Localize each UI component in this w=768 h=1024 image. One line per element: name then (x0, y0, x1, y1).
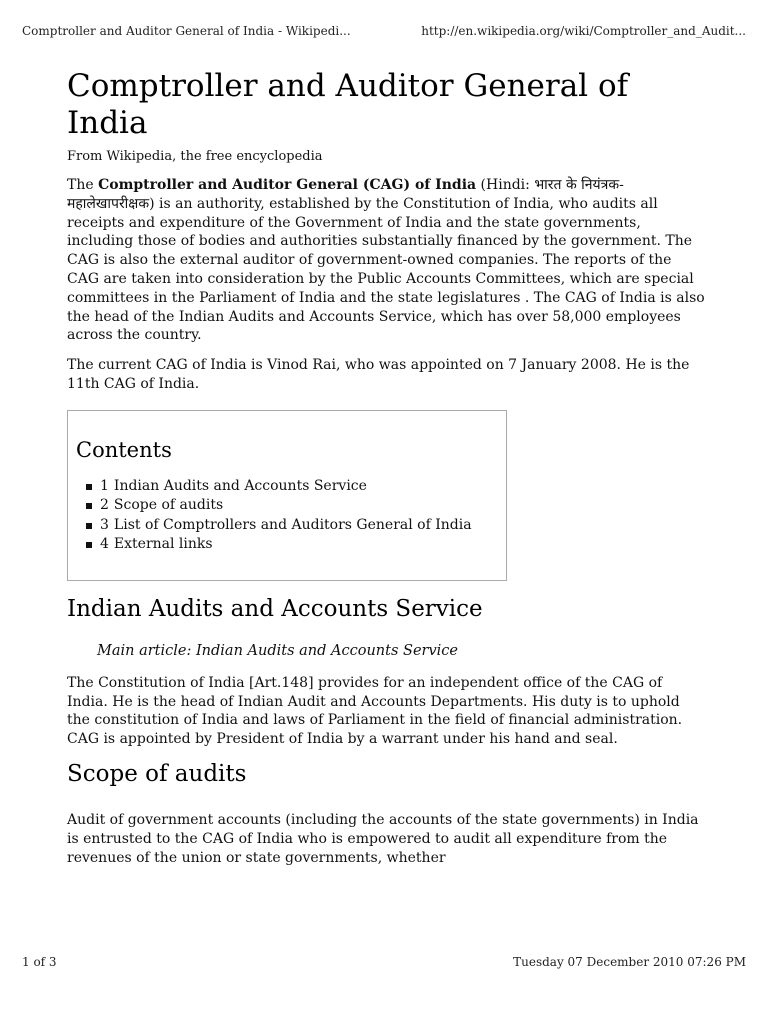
main-article-note[interactable]: Main article: Indian Audits and Accounts Service (97, 642, 458, 659)
article-content (67, 68, 707, 878)
toc-item-label[interactable]: Indian Audits and Accounts Service (113, 477, 367, 494)
toc-item-3[interactable] (100, 516, 498, 536)
bullet-icon (86, 503, 92, 509)
toc-list (76, 477, 498, 555)
toc-item-4[interactable] (100, 535, 498, 555)
bullet-icon (86, 484, 92, 490)
intro-paragraph-2: The current CAG of India is Vinod Rai, who was appointed on 7 January 2008. He is the 11th CAG of India. (67, 357, 690, 392)
article-tagline: From Wikipedia, the free encyclopedia (67, 149, 323, 164)
toc-item-number: 4 (100, 536, 109, 553)
intro-body: (Hindi: भारत के नियंत्रक-महालेखापरीक्षक) is an authority, established by the Constitution of India, who audits all receipts and expenditure of the Government of India and the state governments, including those of bodies and authorities substantially financed by the government. The CAG is also the external auditor of government-owned companies. The reports of the CAG are taken into consideration by the Public Accounts Committees, which are special committees in the Parliament of India and the state legislatures . The CAG of India is also the head of the Indian Audits and Accounts Service, which has over 58,000 employees across the country. (67, 177, 705, 344)
toc-item-label[interactable]: List of Comptrollers and Auditors General of India (113, 516, 472, 533)
bullet-icon (86, 523, 92, 529)
section-iaas-paragraph: The Constitution of India [Art.148] provides for an independent office of the CAG of India. He is the head of Indian Audit and Accounts Departments. His duty is to uphold the constitution of India and laws of Parliament in the field of financial administration. CAG is appointed by President of India by a warrant under his hand and seal. (67, 674, 683, 748)
print-header-url: http://en.wikipedia.org/wiki/Comptroller_and_Audit... (421, 24, 746, 38)
toc-item-label[interactable]: External links (113, 536, 213, 553)
toc-item-number: 3 (100, 516, 109, 533)
toc-item-number: 1 (100, 477, 109, 494)
print-timestamp: Tuesday 07 December 2010 07:26 PM (513, 955, 746, 969)
section-heading-scope: Scope of audits (67, 760, 247, 787)
page-title: Comptroller and Auditor General of India (67, 68, 629, 141)
section-heading-iaas: Indian Audits and Accounts Service (67, 595, 483, 622)
toc-item-1[interactable] (100, 477, 498, 497)
intro-bold-term: Comptroller and Auditor General (CAG) of India (98, 177, 477, 193)
intro-lead: The (67, 177, 99, 193)
toc-item-number: 2 (100, 497, 109, 514)
toc-title: Contents (76, 437, 172, 462)
intro-paragraph-1 (67, 176, 707, 345)
print-footer (22, 955, 746, 973)
print-header-title: Comptroller and Auditor General of India - Wikipedi... (22, 24, 351, 38)
toc-item-label[interactable]: Scope of audits (113, 497, 224, 514)
print-header (22, 24, 746, 42)
table-of-contents (67, 410, 507, 581)
toc-item-2[interactable] (100, 496, 498, 516)
section-scope-paragraph: Audit of government accounts (including the accounts of the state governments) in India is entrusted to the CAG of India who is empowered to audit all expenditure from the revenues of the union or state governments, whether (67, 811, 699, 866)
page-number: 1 of 3 (22, 955, 57, 969)
bullet-icon (86, 542, 92, 548)
